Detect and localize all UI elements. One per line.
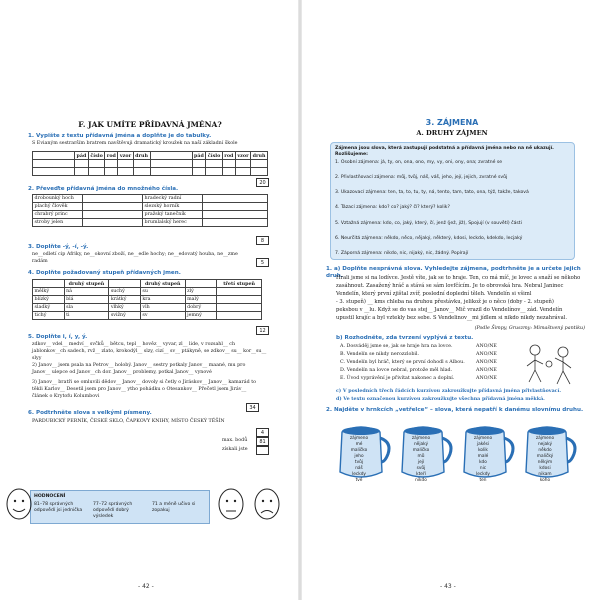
max-points-label: max. bodů	[222, 438, 248, 443]
task1-header: rod	[224, 152, 234, 159]
earned-points-label: získali jste	[222, 447, 248, 452]
jug-word[interactable]: svůj	[416, 466, 426, 471]
task1-header: rod	[106, 152, 116, 159]
r-task1-line: peksbou v __lu. Když se do vas stej__ Janov__ Mič vrazil do Vendelínov__ zád. Vendelín	[336, 307, 563, 313]
task5-line: 3) Janov__ bratři se omluvili dědov__ Janov__ dovoly si četly o Jiráskov__ Janov__ kamarád to	[32, 380, 257, 385]
ano-ne-choice[interactable]: ANO/NE	[476, 376, 497, 381]
jug-word[interactable]: nikdo	[415, 478, 427, 483]
task1-heading	[28, 133, 278, 140]
task4-word: mělký	[33, 288, 65, 296]
pronouns-info-box	[330, 142, 575, 260]
task3-label: 3. Doplňte -ý, -í, -ý.	[28, 244, 89, 250]
task1-header: pád	[194, 152, 204, 159]
r-task1b-item: C. Vendelín byl hráč, který se první dohodl s Albou.	[340, 360, 465, 365]
task4-heading	[28, 270, 181, 277]
task1-header: vzor	[237, 152, 249, 159]
evaluation-box	[30, 490, 210, 524]
chapter-title: 3. ZÁJMENA	[425, 118, 479, 127]
r-task1-line: zasáhnout. Zasažený hráč a stává se sám lovfčícím. Je to obrovská hra. Nebral Janinec	[336, 283, 564, 289]
jug-word[interactable]: někým	[537, 460, 553, 465]
info-line: 4. Tázací zájmena: kdo? co? jaký? čí? který? kolik?	[335, 205, 450, 211]
left-page-title: F. JAK UMÍTE PŘÍDAVNÁ JMÉNA?	[78, 120, 222, 129]
task1-header: pád	[76, 152, 87, 159]
jug-word[interactable]: tvůj	[354, 460, 364, 465]
task5-line: Janov__ ulepce od Janov__ch dor. Janov__ problemy, potkal Janov__ vynové	[32, 370, 212, 375]
jug-word[interactable]: leckdy	[352, 472, 366, 477]
jug-word[interactable]: koho	[539, 478, 551, 483]
task5-heading	[28, 334, 87, 341]
task1-header: číslo	[90, 152, 103, 159]
task5-line: těkli Karlov__ Desetil jsem pro Janov__ ytho pohádku o Otesankov__ Přečetl jsem Jiráv__	[32, 387, 247, 392]
left-page	[0, 0, 298, 600]
jug-word[interactable]: nic	[479, 466, 487, 471]
task1-header: druh	[135, 152, 148, 159]
r-task1-line: Hrali jsme si na lodívce. Jestě víte, jak se to hraje. Ten, co má míč, je lovec a snaží se někoho	[336, 275, 581, 281]
task5-label: 5. Doplňte i, í, y, ý.	[28, 334, 88, 340]
task4-label: 4. Doplňte požadovaný stupeň přídavných jmen.	[28, 270, 181, 276]
r-task1b-item: A. Dosváděj jsme se, jak se hraje hra na lovce.	[340, 344, 453, 349]
jug-word-list	[339, 436, 379, 484]
task5-line: článek o Krytofu Kolumbovi	[32, 394, 100, 399]
jug-word-list	[525, 436, 565, 484]
task4-blank: ná	[64, 288, 109, 296]
jug-word[interactable]: kdo	[479, 460, 487, 465]
task2-item: stroby jelen	[33, 219, 83, 227]
jug-word[interactable]: ten	[479, 478, 487, 483]
jug-word[interactable]: kolik	[478, 448, 488, 453]
task2-item: plachý člověk	[33, 203, 83, 211]
task4-table	[32, 279, 262, 320]
neutral-face-icon	[216, 486, 246, 522]
task4-word: dobrý	[185, 304, 217, 312]
info-line: 5. Vztažná zájmena: kdo, co, jaký, který, čí, jenž (jež, jíž), Spojují (v souvětí) části	[335, 220, 522, 226]
task4-header: druhý stupeň	[140, 280, 185, 288]
evaluation-col: 71 a méně učivo si zopakuj	[152, 502, 196, 513]
ano-ne-choice[interactable]: ANO/NE	[476, 360, 497, 365]
task1-header: vzor	[119, 152, 132, 159]
task2-table	[32, 194, 268, 227]
jug-word[interactable]: její	[417, 460, 425, 465]
r-task2-label: 2. Najděte v hrnkcích „vetřelce“ – slova, která nepatří k danému slovnímu druhu.	[326, 407, 584, 413]
task4-word: jemný	[185, 312, 217, 320]
jug-word[interactable]: zájmeno	[473, 436, 493, 441]
task4-word: suchý	[109, 288, 141, 296]
task2-item: pražský tanečník	[143, 211, 203, 219]
jug-word[interactable]: maličko	[350, 448, 368, 453]
task1-label: 1. Vypište z textu přídavná jména a doplňte je do tabulky.	[28, 133, 212, 139]
jug-word[interactable]: jakési	[476, 442, 490, 447]
jug-word[interactable]: nějaký	[413, 442, 429, 447]
jug-word[interactable]: kdosi	[539, 466, 551, 471]
jug-word[interactable]: jeho	[354, 454, 364, 459]
task4-blank: su	[140, 288, 185, 296]
task5-line: zdkov__ vdel__ medví__ svčků__ bětcu, tepl__ hověz__ vyvar, zl__ lide, v rozsahl__ ch	[32, 342, 236, 347]
task4-word: krátký	[109, 296, 141, 304]
jug-word[interactable]: někdo	[538, 448, 552, 453]
task4-blank: vlh	[140, 304, 185, 312]
r-task1b-item: D. Vendelín na lovce nebral, protože měl hlad.	[340, 368, 453, 373]
info-line: 1. Osobní zájmena: já, ty, on, ona, ono, my, vy, oni, ony, ona; zvratné se	[335, 160, 503, 166]
section-subtitle: A. DRUHY ZÁJMEN	[416, 129, 488, 137]
task4-word: malý	[185, 296, 217, 304]
task4-blank: sv	[140, 312, 185, 320]
task4-blank: ti	[64, 312, 109, 320]
r-task1-source: (Podle Šimpy, Gruszmy: Mimaštvený pantiku)	[474, 326, 585, 331]
task2-score: 8	[256, 236, 269, 245]
ano-ne-choice[interactable]: ANO/NE	[476, 368, 497, 373]
task1-table	[32, 151, 268, 176]
task1-score: 20	[256, 178, 269, 187]
task2-label: 2. Převeďte přídavná jména do množného čísla.	[28, 186, 179, 192]
evaluation-col: 81–78 správných odpovědí jsi jednička	[34, 502, 83, 513]
task3-text: ne__odletí cip Afriky, ne__okovní zboží, ne__edle hochy; ne__edovatý houba, ne__zme radám	[32, 252, 238, 264]
task5-line: jablonkov__ch sadech, rvž__ zlato, krokodýl__ slzy, cizí__ sv__ ptákyně, se zdkov__ su__ kor__su__ slyy	[32, 349, 267, 361]
r-task1b-item: E. Úvod vyprávění je přivítat nakonec a doplní.	[340, 376, 455, 381]
task4-word: vlhký	[109, 304, 141, 312]
info-line: Zájmena jsou slova, která zastupují podstatná a přídavná jména nebo na ně ukazují. Rozlišujeme:	[335, 146, 554, 158]
left-page-number: - 42 -	[138, 583, 154, 590]
task4-word: zlý	[185, 288, 217, 296]
task4-word: sladký	[33, 304, 65, 312]
task5-line: 2) Janov__ jsem psala na Petrov__ holobý. Janov__ sestry potkaly Janov__ maané, mu pro	[32, 363, 246, 368]
task6-text: PARDUBICKÝ PERNÍK, ČESKÉ SKLO, ČAPKOVY KNIHY, MÍSTO ČESKÝ TĚŠÍN	[32, 419, 225, 424]
task4-word: svižný	[109, 312, 141, 320]
jug-word[interactable]: nikam	[538, 472, 552, 477]
r-task2-heading	[326, 407, 588, 414]
info-line: 3. Ukazovací zájmena: ten, ta, to, tu, ty, ná, tento, tam, tato, ona, týž, takže, taková	[335, 190, 529, 196]
task2-item: drobounký hoch	[33, 195, 83, 203]
info-line: 2. Přivlastňovací zájmena: můj, tvůj, náš, váš, jeho, její, jejich, zvratné svůj	[335, 175, 508, 181]
task2-item: hradecký radní	[143, 195, 203, 203]
task4-word: blízký	[33, 296, 65, 304]
sad-face-icon	[252, 486, 282, 522]
jug-word[interactable]: tvé	[355, 478, 363, 483]
jug-word[interactable]: malé	[477, 454, 489, 459]
task6-label: 6. Podtrhněte slova s velkými písmeny.	[28, 410, 152, 416]
jug-word[interactable]: mů	[417, 454, 425, 459]
r-task1c	[336, 388, 586, 396]
task3-score: 5	[256, 258, 269, 267]
jug-word[interactable]: leckdy	[476, 472, 490, 477]
task4-header: druhý stupeň	[64, 280, 109, 288]
task1-header: druh	[252, 152, 266, 159]
jug-word[interactable]: zájmeno	[535, 436, 555, 441]
max-points-value: 81	[256, 437, 269, 446]
task1-text: S Evianým sestrarším bratrem navštěvuji dramatický kroužek na naší základní škole	[32, 141, 238, 146]
jug-word[interactable]: nejaký	[537, 442, 553, 447]
r-task1-line: - 3. stupeň) __ kms chleba na druhou přestávku, jelikož je o něco (doby - 2. stupeň)	[336, 299, 554, 305]
children-illustration	[515, 340, 585, 388]
jug-word[interactable]: zájmeno	[411, 436, 431, 441]
jug-word[interactable]: mé	[355, 442, 363, 447]
right-page-number: - 43 -	[440, 583, 456, 590]
task6-score: 4	[256, 428, 269, 437]
task2-item: brumlalský herec	[143, 219, 203, 227]
r-task1b-heading	[336, 335, 473, 342]
jug-word[interactable]: zájmeno	[349, 436, 369, 441]
r-task1c-text: c) V posledních třech řádcích kurzívou zakroužkujte přídavná jména přivlastňovací.	[336, 388, 562, 394]
task2-heading	[28, 186, 178, 193]
task2-item: slezský horník	[143, 203, 203, 211]
r-task1b-item: B. Vendelín se nikdy nerozzlobil.	[340, 352, 420, 357]
r-task1b-label: b) Rozhodněte, zda tvrzení vyplývá z textu.	[336, 335, 474, 341]
info-line: 6. Neurčitá zájmena: někdo, něco, nějaký, některý, kdosi, leckdo, kdekdo, lecjaký	[335, 235, 523, 241]
task4-blank: blá	[64, 296, 109, 304]
earned-points-box[interactable]	[256, 446, 269, 455]
task4-blank: sla	[64, 304, 109, 312]
task6-heading	[28, 410, 152, 417]
r-task1d	[336, 396, 586, 404]
r-task1-line: Vendelín, který první zjištal zvíř, poslední doplední těleh. Vendelín si všiml	[336, 291, 532, 297]
task3-heading	[28, 244, 88, 251]
evaluation-title: HODNOCENÍ	[34, 494, 66, 499]
ano-ne-choice[interactable]: ANO/NE	[476, 344, 497, 349]
task4-blank: kra	[140, 296, 185, 304]
r-task1d-text: d) Ve textu označenou kurzívou zakroužkujte všechna přídavná jména měkká.	[336, 396, 545, 402]
task4-score: 12	[256, 326, 269, 335]
jug-word[interactable]: náš	[355, 466, 363, 471]
task4-word: tichý	[33, 312, 65, 320]
ano-ne-choice[interactable]: ANO/NE	[476, 352, 497, 357]
task4-header: třetí stupeň	[217, 280, 262, 288]
jug-word-list	[401, 436, 441, 484]
task2-item: chrabrý princ	[33, 211, 83, 219]
task5-score: 34	[246, 403, 259, 412]
jug-word-list	[463, 436, 503, 484]
jug-word[interactable]: maličko	[412, 448, 430, 453]
r-task1-label: 1. a) Doplňte nesprávná slova. Vyhledejte zájmena, podtrhněte je a určete jejich druh.	[326, 266, 581, 279]
info-line: 7. Záporná zájmena: nikdo, nic, nijaký, nic, žádný. Popírají	[335, 250, 469, 256]
happy-face-icon	[4, 486, 34, 522]
jug-word[interactable]: kteří	[416, 472, 426, 477]
jug-word[interactable]: maličký	[536, 454, 554, 459]
evaluation-col: 77–72 správných odpovědí dobrý výsledek	[93, 502, 133, 519]
task1-header: číslo	[207, 152, 221, 159]
r-task1-line: upustil krajíc a byl vztekly bez sebe. S Vendelinov__mi jídlem si nikdo nikdy nezahrával.	[336, 315, 567, 321]
